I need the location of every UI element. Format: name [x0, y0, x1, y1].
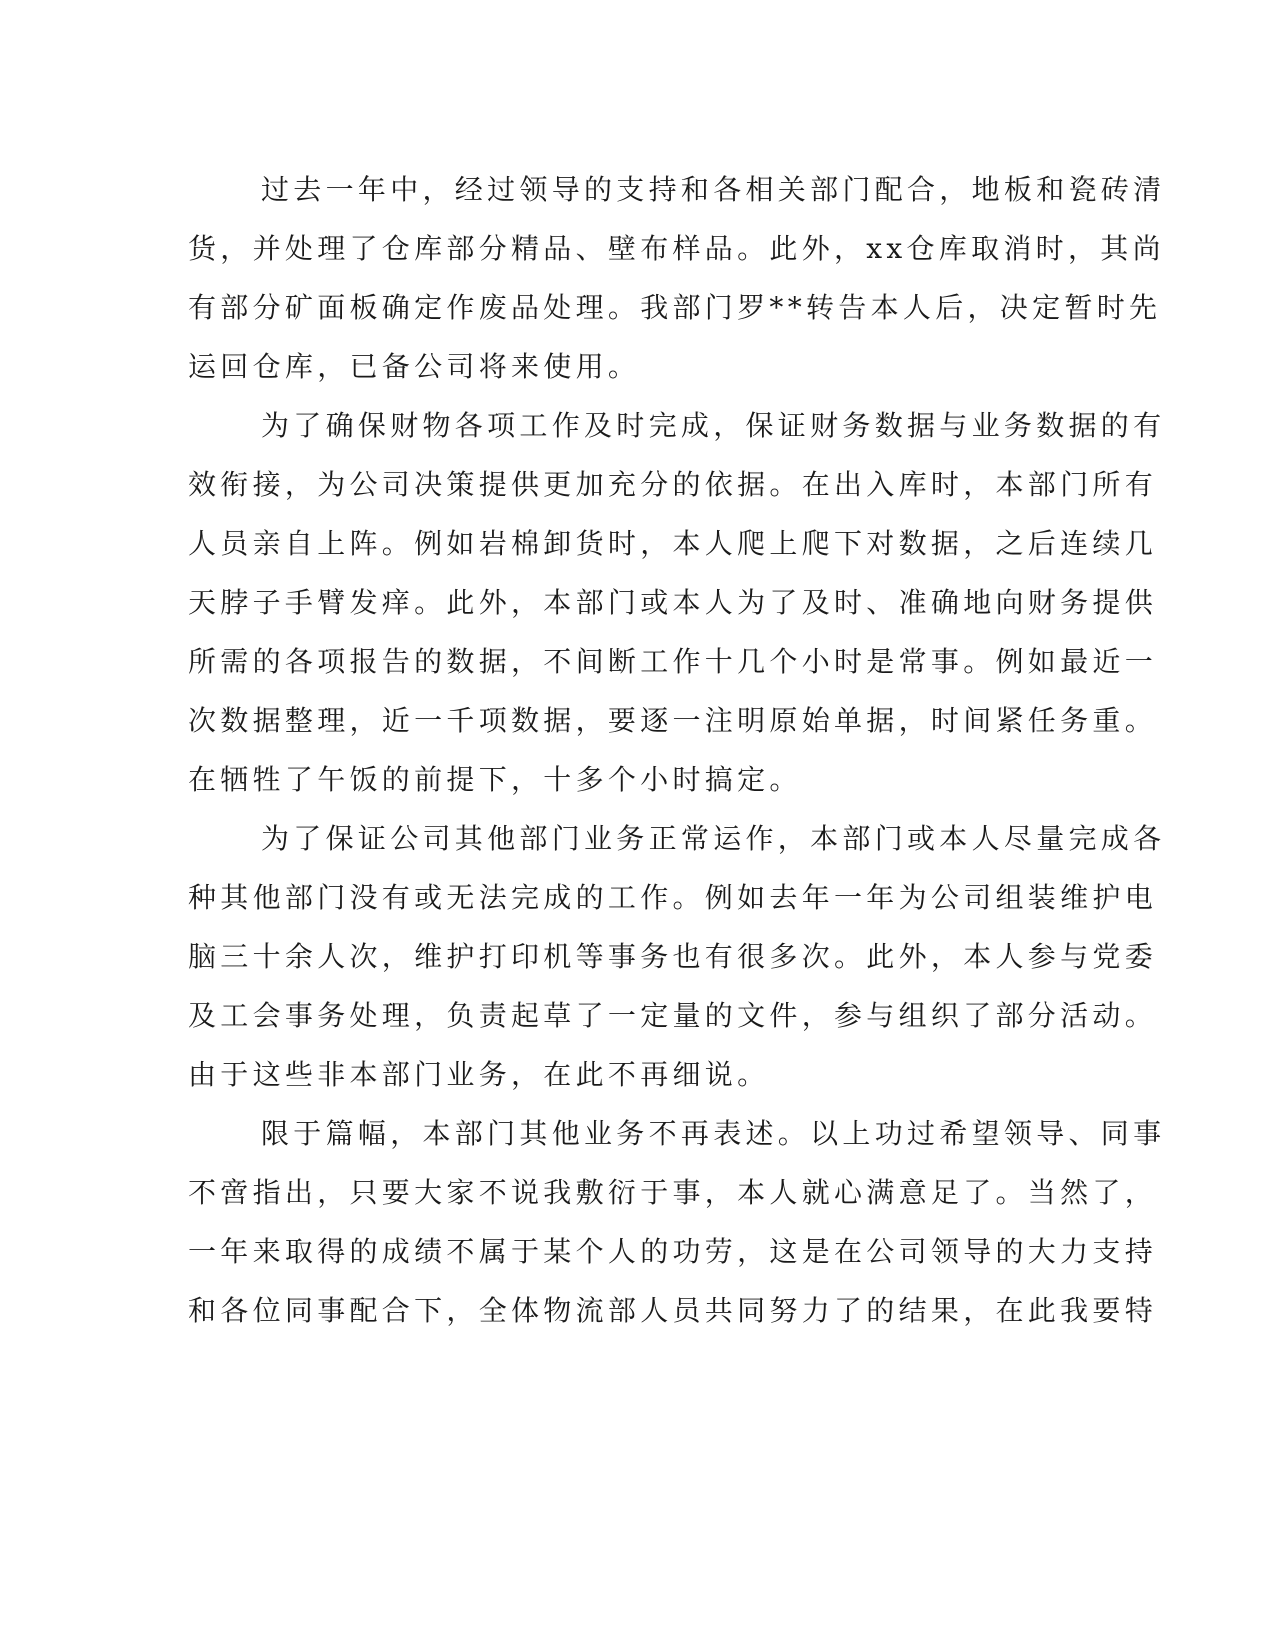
paragraph-line: 脑三十余人次，维护打印机等事务也有很多次。此外，本人参与党委	[188, 940, 1158, 973]
paragraph-line: 天脖子手臂发痒。此外，本部门或本人为了及时、准确地向财务提供	[188, 586, 1158, 619]
paragraph-line: 不啻指出，只要大家不说我敷衍于事，本人就心满意足了。当然了，	[188, 1176, 1158, 1209]
paragraph-line: 为了保证公司其他部门业务正常运作，本部门或本人尽量完成各	[261, 822, 1166, 855]
paragraph-line: 人员亲自上阵。例如岩棉卸货时，本人爬上爬下对数据，之后连续几	[188, 527, 1158, 560]
paragraph-line: 次数据整理，近一千项数据，要逐一注明原始单据，时间紧任务重。	[188, 704, 1158, 737]
paragraph-line: 在牺牲了午饭的前提下，十多个小时搞定。	[188, 763, 802, 796]
paragraph-line: 由于这些非本部门业务，在此不再细说。	[188, 1058, 770, 1091]
paragraph-line: 有部分矿面板确定作废品处理。我部门罗**转告本人后，决定暂时先	[188, 291, 1162, 324]
paragraph-2	[188, 396, 1166, 809]
paragraph-line: 和各位同事配合下，全体物流部人员共同努力了的结果，在此我要特	[188, 1294, 1158, 1327]
paragraph-line: 种其他部门没有或无法完成的工作。例如去年一年为公司组装维护电	[188, 881, 1158, 914]
paragraph-1	[188, 160, 1166, 396]
paragraph-4	[188, 1104, 1166, 1340]
paragraph-line: 一年来取得的成绩不属于某个人的功劳，这是在公司领导的大力支持	[188, 1235, 1158, 1268]
paragraph-line: 过去一年中，经过领导的支持和各相关部门配合，地板和瓷砖清	[261, 173, 1166, 206]
paragraph-line: 运回仓库，已备公司将来使用。	[188, 350, 641, 383]
paragraph-line: 效衔接，为公司决策提供更加充分的依据。在出入库时，本部门所有	[188, 468, 1158, 501]
paragraph-line: 货，并处理了仓库部分精品、壁布样品。此外，xx仓库取消时，其尚	[188, 232, 1165, 265]
paragraph-line: 及工会事务处理，负责起草了一定量的文件，参与组织了部分活动。	[188, 999, 1158, 1032]
paragraph-line: 为了确保财物各项工作及时完成，保证财务数据与业务数据的有	[261, 409, 1166, 442]
document-body	[188, 160, 1166, 1340]
paragraph-line: 限于篇幅，本部门其他业务不再表述。以上功过希望领导、同事	[261, 1117, 1166, 1150]
paragraph-3	[188, 809, 1166, 1104]
paragraph-line: 所需的各项报告的数据，不间断工作十几个小时是常事。例如最近一	[188, 645, 1158, 678]
